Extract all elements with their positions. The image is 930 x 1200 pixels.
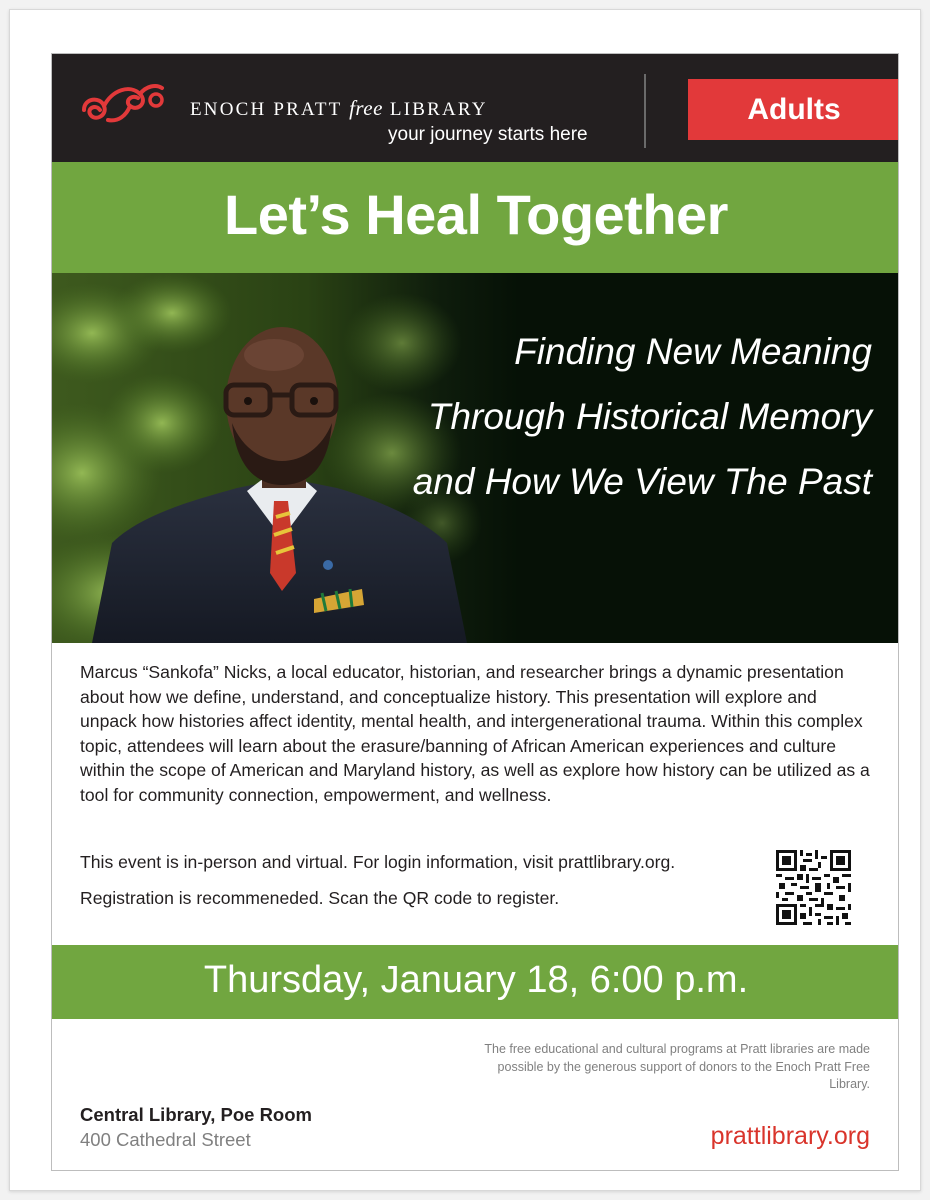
pratt-swirl-logo-icon bbox=[78, 76, 170, 126]
library-tagline: your journey starts here bbox=[388, 124, 588, 145]
event-subtitle bbox=[413, 319, 872, 514]
registration-note: Registration is recommeneded. Scan the QR code to register. bbox=[80, 888, 560, 908]
audience-badge: Adults bbox=[688, 79, 899, 140]
library-name bbox=[190, 96, 488, 121]
subtitle-line: Through Historical Memory bbox=[427, 396, 872, 437]
date-band bbox=[52, 945, 899, 1019]
page-sheet bbox=[9, 9, 921, 1191]
flyer-header bbox=[52, 54, 899, 162]
event-description: Marcus “Sankofa” Nicks, a local educator, historian, and researcher brings a dynamic presentation about how we define, understand, and conceptualize history. This presentation will explore and unpack how histories affect identity, mental health, and intergenerational trauma. Within this complex topic, attendees will learn about the erasure/banning of African American experiences and culture within the scope of American and Maryland history, as well as explore how history can be utilized as a tool for community connection, empowerment, and wellness. bbox=[80, 662, 870, 805]
format-note: This event is in-person and virtual. For login information, visit prattlibrary.org. bbox=[80, 852, 676, 872]
venue-name: Central Library, Poe Room bbox=[80, 1104, 312, 1125]
subtitle-line: Finding New Meaning bbox=[514, 331, 872, 372]
header-divider bbox=[644, 74, 646, 148]
library-name-free: free bbox=[349, 96, 383, 120]
title-band bbox=[52, 162, 899, 273]
venue-address: 400 Cathedral Street bbox=[80, 1129, 251, 1150]
website-link[interactable]: prattlibrary.org bbox=[710, 1122, 870, 1150]
subtitle-line: and How We View The Past bbox=[412, 461, 872, 502]
qr-code-icon[interactable] bbox=[776, 850, 851, 925]
sponsor-note: The free educational and cultural programs at Pratt libraries are made possible by the generous support of donors to the Enoch Pratt Free Library. bbox=[484, 1042, 870, 1091]
event-flyer bbox=[51, 53, 899, 1171]
event-title: Let’s Heal Together bbox=[224, 183, 728, 246]
photo-banner bbox=[52, 273, 899, 643]
library-name-last: LIBRARY bbox=[382, 99, 488, 120]
event-date-time: Thursday, January 18, 6:00 p.m. bbox=[203, 958, 749, 1001]
library-name-first: ENOCH PRATT bbox=[190, 99, 350, 120]
